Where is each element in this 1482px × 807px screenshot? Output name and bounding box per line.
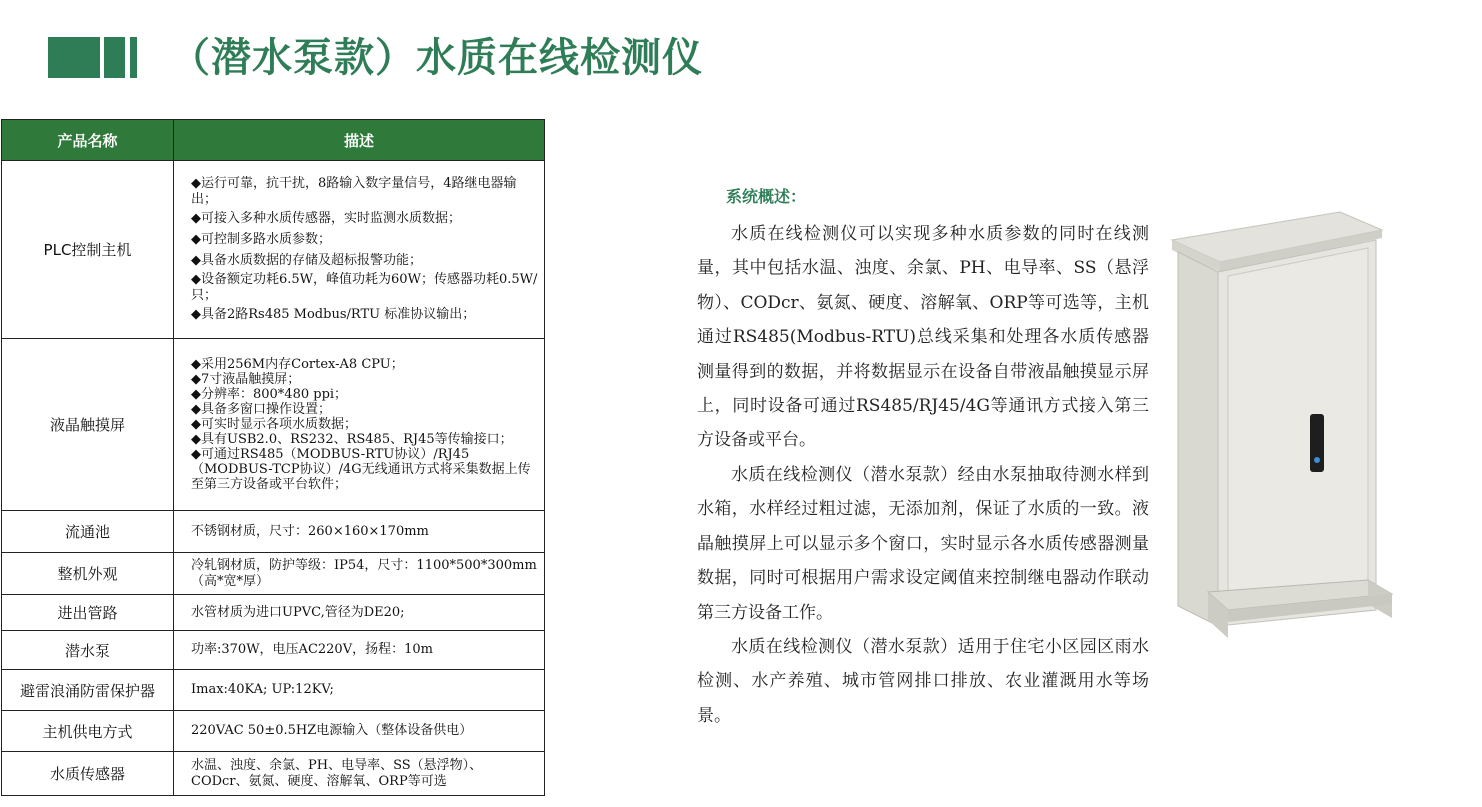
product-desc (174, 161, 545, 339)
desc-line: ◆可控制多路水质参数； (191, 232, 331, 247)
table-row (2, 161, 545, 339)
page-title: （潜水泵款）水质在线检测仪 (170, 35, 703, 81)
spec-table (1, 119, 545, 796)
product-desc: 功率:370W，电压AC220V，扬程：10m (174, 631, 545, 670)
table-row (2, 595, 545, 631)
desc-line: ◆具备水质数据的存储及超标报警功能； (191, 253, 422, 268)
table-row (2, 511, 545, 553)
product-desc: 冷轧钢材质，防护等级：IP54，尺寸：1100*500*300mm（高*宽*厚） (174, 553, 545, 595)
product-desc: Imax:40KA; UP:12KV; (174, 670, 545, 711)
product-name: 避雷浪涌防雷保护器 (2, 670, 174, 711)
product-name: 水质传感器 (2, 752, 174, 796)
column-header-name: 产品名称 (2, 120, 174, 161)
product-name: 液晶触摸屏 (2, 339, 174, 511)
table-row (2, 553, 545, 595)
table-row (2, 631, 545, 670)
product-desc (174, 339, 545, 511)
product-name: 潜水泵 (2, 631, 174, 670)
desc-line: ◆分辨率：800*480 ppi； (191, 387, 348, 402)
product-name: 进出管路 (2, 595, 174, 631)
title-decoration-bar (48, 37, 100, 78)
desc-line: ◆具有USB2.0、RS232、RS485、RJ45等传输接口； (191, 432, 513, 447)
desc-line: ◆7寸液晶触摸屏； (191, 372, 301, 387)
overview-title: 系统概述： (726, 187, 807, 206)
product-name: 主机供电方式 (2, 711, 174, 752)
desc-line: ◆具备2路Rs485 Modbus/RTU 标准协议输出； (191, 307, 476, 322)
table-row (2, 339, 545, 511)
desc-line: ◆可接入多种水质传感器，实时监测水质数据； (191, 211, 461, 226)
table-row (2, 670, 545, 711)
title-decoration-bar (104, 37, 125, 78)
table-row (2, 752, 545, 796)
overview-paragraph: 水质在线检测仪（潜水泵款）适用于住宅小区园区雨水检测、水产养殖、城市管网排口排放、农业灌溉用水等场景。 (697, 637, 1149, 726)
product-name: 整机外观 (2, 553, 174, 595)
desc-line: ◆具备多窗口操作设置； (191, 402, 331, 417)
product-name: PLC控制主机 (2, 161, 174, 339)
desc-line: ◆运行可靠，抗干扰，8路输入数字量信号，4路继电器输出； (191, 176, 517, 207)
table-header-row (2, 120, 545, 161)
overview-paragraph: 水质在线检测仪（潜水泵款）经由水泵抽取待测水样到水箱，水样经过粗过滤，无添加剂，保证了水质的一致。液晶触摸屏上可以显示多个窗口，实时显示各水质传感器测量数据，同时可根据用户需求设定阈值来控制继电器动作联动第三方设备工作。 (697, 465, 1149, 623)
title-decoration-bar (130, 37, 137, 78)
table-row (2, 711, 545, 752)
product-desc: 水温、浊度、余氯、PH、电导率、SS（悬浮物）、CODcr、氨氮、硬度、溶解氧、ORP等可选 (174, 752, 545, 796)
product-desc: 不锈钢材质，尺寸：260×160×170mm (174, 511, 545, 553)
desc-line: ◆采用256M内存Cortex-A8 CPU； (191, 357, 404, 372)
overview-paragraph: 水质在线检测仪可以实现多种水质参数的同时在线测量，其中包括水温、浊度、余氯、PH、电导率、SS（悬浮物）、CODcr、氨氮、硬度、溶解氧、ORP等可选等，主机通过RS485(Modbus-RTU)总线采集和处理各水质传感器测量得到的数据，并将数据显示在设备自带液晶触摸显示屏上，同时设备可通过RS485/RJ45/4G等通讯方式接入第三方设备或平台。 (697, 224, 1149, 451)
door-handle (1310, 414, 1324, 472)
cabinet-image (1168, 208, 1402, 638)
column-header-desc: 描述 (174, 120, 545, 161)
desc-line: ◆可实时显示各项水质数据； (191, 417, 357, 432)
product-desc: 水管材质为进口UPVC,管径为DE20; (174, 595, 545, 631)
product-desc: 220VAC 50±0.5HZ电源输入（整体设备供电） (174, 711, 545, 752)
desc-line: ◆可通过RS485（MODBUS-RTU协议）/RJ45（MODBUS-TCP协议）/4G无线通讯方式将采集数据上传至第三方设备或平台软件； (191, 447, 531, 492)
desc-line: ◆设备额定功耗6.5W，峰值功耗为60W；传感器功耗0.5W/只； (191, 272, 538, 303)
product-name: 流通池 (2, 511, 174, 553)
